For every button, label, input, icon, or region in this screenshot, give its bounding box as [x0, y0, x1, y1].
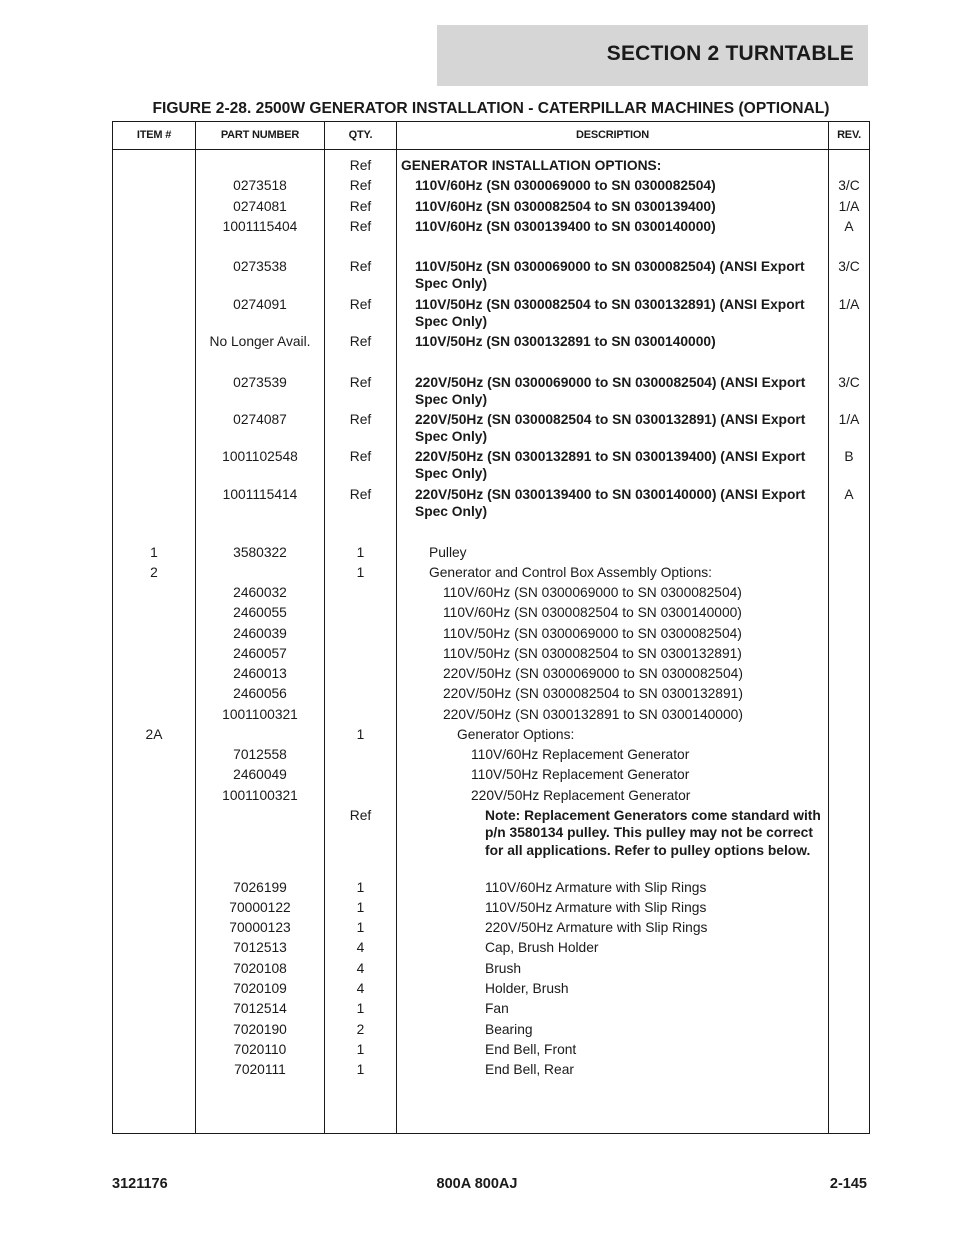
cell-part-number: 2460039	[233, 626, 287, 641]
cell-part-number: 1001102548	[222, 449, 298, 464]
cell-part-number: 7012513	[233, 940, 287, 955]
cell-description: 110V/60Hz (SN 0300069000 to SN 0300082504)	[415, 178, 716, 193]
cell-part-number: 7020111	[234, 1062, 286, 1077]
cell-qty: 2	[356, 1022, 365, 1037]
column-header-qty: QTY.	[348, 129, 373, 141]
cell-part-number: 0273538	[233, 259, 287, 274]
cell-part-number: 7012558	[233, 747, 287, 762]
cell-qty: Ref	[349, 158, 372, 173]
cell-description: 110V/60Hz Replacement Generator	[471, 747, 690, 762]
cell-description: 220V/50Hz Replacement Generator	[471, 788, 691, 803]
cell-description: 220V/50Hz (SN 0300082504 to SN 0300132891)	[443, 686, 743, 701]
cell-description: GENERATOR INSTALLATION OPTIONS:	[401, 158, 662, 173]
cell-description: 220V/50Hz (SN 0300139400 to SN 0300140000) (ANSI Export Spec Only)	[415, 487, 806, 520]
cell-description: Generator and Control Box Assembly Options:	[429, 565, 712, 580]
cell-description: End Bell, Front	[485, 1042, 577, 1057]
cell-part-number: 1001115414	[222, 487, 298, 502]
cell-part-number: 1001100321	[222, 788, 298, 803]
cell-qty: Ref	[349, 178, 372, 193]
cell-qty: 1	[356, 565, 365, 580]
cell-qty: 1	[356, 1001, 365, 1016]
cell-part-number: 2460055	[233, 605, 287, 620]
section-title: SECTION 2 TURNTABLE	[606, 42, 854, 65]
cell-part-number: 2460057	[233, 646, 287, 661]
cell-qty: Ref	[349, 375, 372, 390]
cell-qty: 1	[356, 1042, 365, 1057]
cell-qty: 4	[356, 940, 365, 955]
cell-qty: 1	[356, 727, 365, 742]
cell-description: 220V/50Hz (SN 0300069000 to SN 0300082504) (ANSI Export Spec Only)	[415, 375, 806, 408]
cell-description: 110V/50Hz (SN 0300082504 to SN 0300132891) (ANSI Export Spec Only)	[415, 297, 805, 330]
cell-part-number: 0274087	[233, 412, 287, 427]
footer-doc-number: 3121176	[112, 1176, 168, 1192]
column-header-item: ITEM #	[136, 129, 172, 141]
cell-part-number: 7012514	[233, 1001, 287, 1016]
figure-title: FIGURE 2-28. 2500W GENERATOR INSTALLATION - CATERPILLAR MACHINES (OPTIONAL)	[152, 100, 830, 117]
cell-item-number: 1	[150, 545, 158, 560]
cell-description: 110V/50Hz Replacement Generator	[471, 767, 690, 782]
cell-rev: A	[844, 487, 854, 502]
column-header-part-number: PART NUMBER	[220, 129, 300, 141]
cell-description: Holder, Brush	[485, 981, 569, 996]
cell-rev: 3/C	[838, 375, 860, 390]
cell-description: Fan	[485, 1001, 509, 1016]
parts-table	[112, 121, 870, 1134]
cell-qty: 1	[356, 880, 365, 895]
cell-part-number: 0273518	[233, 178, 287, 193]
header-divider	[113, 149, 869, 150]
cell-part-number: 1001100321	[222, 707, 298, 722]
cell-description: 110V/50Hz (SN 0300082504 to SN 0300132891)	[443, 646, 742, 661]
cell-qty: 1	[356, 900, 365, 915]
cell-part-number: 0274081	[233, 199, 287, 214]
cell-qty: 4	[356, 981, 365, 996]
cell-qty: Ref	[349, 297, 372, 312]
cell-qty: Ref	[349, 449, 372, 464]
cell-description: 110V/60Hz (SN 0300139400 to SN 0300140000)	[415, 219, 716, 234]
cell-description: Pulley	[429, 545, 467, 560]
cell-qty: 1	[356, 920, 365, 935]
cell-part-number: 70000123	[229, 920, 291, 935]
cell-rev: B	[844, 449, 854, 464]
cell-description: 220V/50Hz (SN 0300132891 to SN 0300139400) (ANSI Export Spec Only)	[415, 449, 806, 482]
column-header-description: DESCRIPTION	[576, 129, 649, 141]
cell-description: Note: Replacement Generators come standard with p/n 3580134 pulley. This pulley may not be correct for all applications. Refer to pulley options below.	[485, 808, 821, 858]
cell-part-number: 2460032	[233, 585, 287, 600]
cell-description: 110V/60Hz (SN 0300082504 to SN 0300140000)	[443, 605, 742, 620]
cell-qty: Ref	[349, 808, 372, 823]
cell-description: Bearing	[485, 1022, 533, 1037]
cell-rev: 1/A	[838, 412, 860, 427]
cell-description: Cap, Brush Holder	[485, 940, 599, 955]
cell-qty: 1	[356, 545, 365, 560]
cell-description: 220V/50Hz (SN 0300132891 to SN 0300140000)	[443, 707, 743, 722]
cell-qty: 4	[356, 961, 365, 976]
cell-part-number: 1001115404	[222, 219, 298, 234]
cell-part-number: 7020109	[233, 981, 287, 996]
cell-rev: 3/C	[838, 259, 860, 274]
cell-part-number: 0274091	[233, 297, 287, 312]
cell-qty: Ref	[349, 412, 372, 427]
cell-part-number: 7020110	[233, 1042, 287, 1057]
cell-qty: Ref	[349, 219, 372, 234]
cell-description: Brush	[485, 961, 522, 976]
cell-description: 110V/50Hz Armature with Slip Rings	[485, 900, 707, 915]
cell-description: 110V/60Hz (SN 0300069000 to SN 0300082504)	[443, 585, 742, 600]
column-header-rev: REV.	[837, 129, 861, 141]
cell-description: 110V/50Hz (SN 0300132891 to SN 0300140000)	[415, 334, 716, 349]
cell-description: 220V/50Hz Armature with Slip Rings	[485, 920, 708, 935]
cell-part-number: 7020190	[233, 1022, 287, 1037]
cell-part-number: 2460056	[233, 686, 287, 701]
footer-models: 800A 800AJ	[436, 1176, 518, 1192]
cell-part-number: 0273539	[233, 375, 287, 390]
cell-rev: A	[844, 219, 854, 234]
cell-qty: Ref	[349, 487, 372, 502]
cell-description: 220V/50Hz (SN 0300069000 to SN 0300082504)	[443, 666, 743, 681]
cell-description: 110V/60Hz (SN 0300082504 to SN 0300139400)	[415, 199, 716, 214]
cell-item-number: 2	[150, 565, 158, 580]
cell-description: Generator Options:	[457, 727, 575, 742]
cell-description: 110V/50Hz (SN 0300069000 to SN 0300082504)	[443, 626, 742, 641]
cell-rev: 1/A	[838, 199, 860, 214]
cell-description: 110V/50Hz (SN 0300069000 to SN 0300082504) (ANSI Export Spec Only)	[415, 259, 805, 292]
cell-qty: Ref	[349, 334, 372, 349]
cell-part-number: 2460013	[233, 666, 287, 681]
cell-qty: Ref	[349, 259, 372, 274]
cell-part-number: 70000122	[229, 900, 291, 915]
cell-rev: 3/C	[838, 178, 860, 193]
cell-part-number: 3580322	[233, 545, 287, 560]
cell-part-number: 2460049	[233, 767, 287, 782]
section-banner	[437, 25, 868, 86]
cell-qty: 1	[356, 1062, 365, 1077]
cell-part-number: 7026199	[233, 880, 287, 895]
cell-part-number: No Longer Avail.	[209, 334, 311, 349]
cell-rev: 1/A	[838, 297, 860, 312]
cell-qty: Ref	[349, 199, 372, 214]
footer-page-number: 2-145	[829, 1176, 867, 1192]
cell-description: 110V/60Hz Armature with Slip Rings	[485, 880, 707, 895]
cell-description: End Bell, Rear	[485, 1062, 574, 1077]
cell-description: 220V/50Hz (SN 0300082504 to SN 0300132891) (ANSI Export Spec Only)	[415, 412, 806, 445]
cell-item-number: 2A	[145, 727, 163, 742]
cell-part-number: 7020108	[233, 961, 287, 976]
